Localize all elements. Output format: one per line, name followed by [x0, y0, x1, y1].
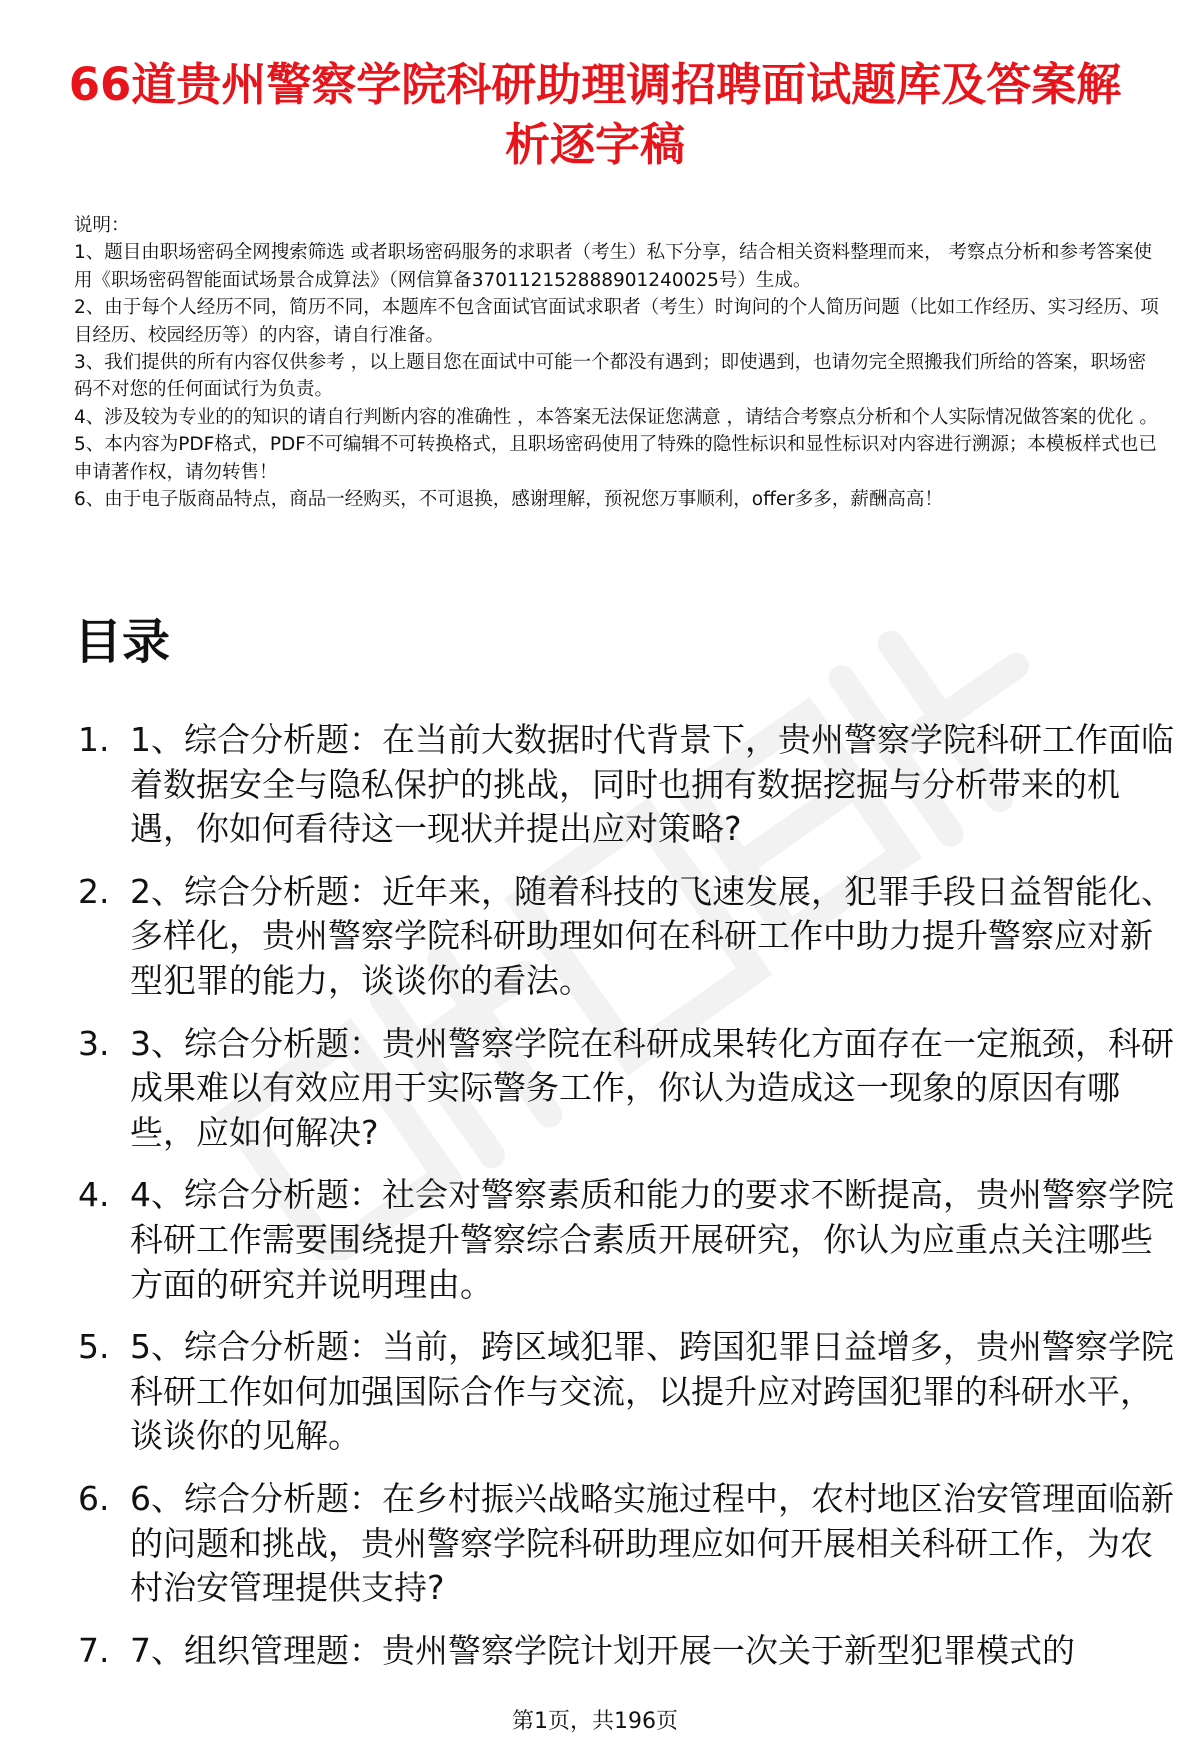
note-item: 6、由于电子版商品特点，商品一经购买，不可退换，感谢理解，预祝您万事顺利，offer多多，薪酬高高！ — [74, 489, 943, 511]
toc-heading: 目录 — [74, 614, 171, 670]
toc-item-number: 2. — [78, 871, 110, 911]
toc-item-number: 6. — [78, 1478, 110, 1518]
notes-section — [74, 212, 1164, 513]
toc-item[interactable] — [74, 718, 1174, 852]
toc-item-number: 1. — [78, 720, 110, 759]
toc-item[interactable] — [74, 1629, 1174, 1674]
note-item: 2、由于每个人经历不同，简历不同，本题库不包含面试官面试求职者（考生）时询问的个人简历问题（比如工作经历、实习经历、项目经历、校园经历等）的内容，请自行准备。 — [74, 297, 1159, 346]
toc-item[interactable] — [74, 1325, 1174, 1459]
toc-item-text: 7、组织管理题：贵州警察学院计划开展一次关于新型犯罪模式的 — [130, 1630, 1075, 1670]
toc-item[interactable] — [74, 1477, 1174, 1611]
toc-item-text: 5、综合分析题：当前，跨区域犯罪、跨国犯罪日益增多，贵州警察学院科研工作如何加强国际合作与交流，以提升应对跨国犯罪的科研水平，谈谈你的见解。 — [130, 1327, 1174, 1456]
note-item: 3、我们提供的所有内容仅供参考 ，以上题目您在面试中可能一个都没有遇到；即使遇到，也请勿完全照搬我们所给的答案，职场密码不对您的任何面试行为负责。 — [74, 352, 1147, 401]
toc-item-text: 6、综合分析题：在乡村振兴战略实施过程中，农村地区治安管理面临新的问题和挑战，贵州警察学院科研助理应如何开展相关科研工作，为农村治安管理提供支持? — [130, 1478, 1174, 1608]
document-title: 66道贵州警察学院科研助理调招聘面试题库及答案解析逐字稿 — [68, 58, 1122, 171]
toc-item-number: 5. — [78, 1327, 110, 1367]
toc-item-text: 3、综合分析题：贵州警察学院在科研成果转化方面存在一定瓶颈，科研成果难以有效应用于实际警务工作，你认为造成这一现象的原因有哪些，应如何解决? — [130, 1023, 1174, 1152]
note-item: 1、题目由职场密码全网搜索筛选 或者职场密码服务的求职者（考生）私下分享，结合相关资料整理而来， 考察点分析和参考答案使用《职场密码智能面试场景合成算法》（网信算备370112152888901240025号）生成。 — [74, 242, 1153, 291]
note-item: 4、涉及较为专业的的知识的请自行判断内容的准确性 ，本答案无法保证您满意 ，请结合考察点分析和个人实际情况做答案的优化 。 — [74, 406, 1158, 428]
toc-item-number: 3. — [78, 1023, 110, 1063]
notes-heading: 说明： — [74, 215, 130, 236]
toc-list — [74, 718, 1174, 1691]
toc-item-number: 7. — [78, 1630, 110, 1670]
toc-item[interactable] — [74, 1173, 1174, 1307]
note-item: 5、本内容为PDF格式，PDF不可编辑不可转换格式，且职场密码使用了特殊的隐性标识和显性标识对内容进行溯源；本模板样式也已申请著作权，请勿转售！ — [74, 434, 1157, 483]
toc-item-text: 4、综合分析题：社会对警察素质和能力的要求不断提高，贵州警察学院科研工作需要围绕提升警察综合素质开展研究，你认为应重点关注哪些方面的研究并说明理由。 — [130, 1175, 1174, 1304]
toc-item[interactable] — [74, 1022, 1174, 1156]
toc-item-text: 1、综合分析题：在当前大数据时代背景下，贵州警察学院科研工作面临着数据安全与隐私保护的挑战，同时也拥有数据挖掘与分析带来的机遇，你如何看待这一现状并提出应对策略? — [130, 720, 1174, 849]
toc-item[interactable] — [74, 870, 1174, 1004]
toc-item-number: 4. — [78, 1175, 110, 1215]
page-number-footer: 第1页，共196页 — [512, 1709, 678, 1734]
toc-item-text: 2、综合分析题：近年来，随着科技的飞速发展，犯罪手段日益智能化、多样化，贵州警察学院科研助理如何在科研工作中助力提升警察应对新型犯罪的能力，谈谈你的看法。 — [130, 871, 1174, 1000]
